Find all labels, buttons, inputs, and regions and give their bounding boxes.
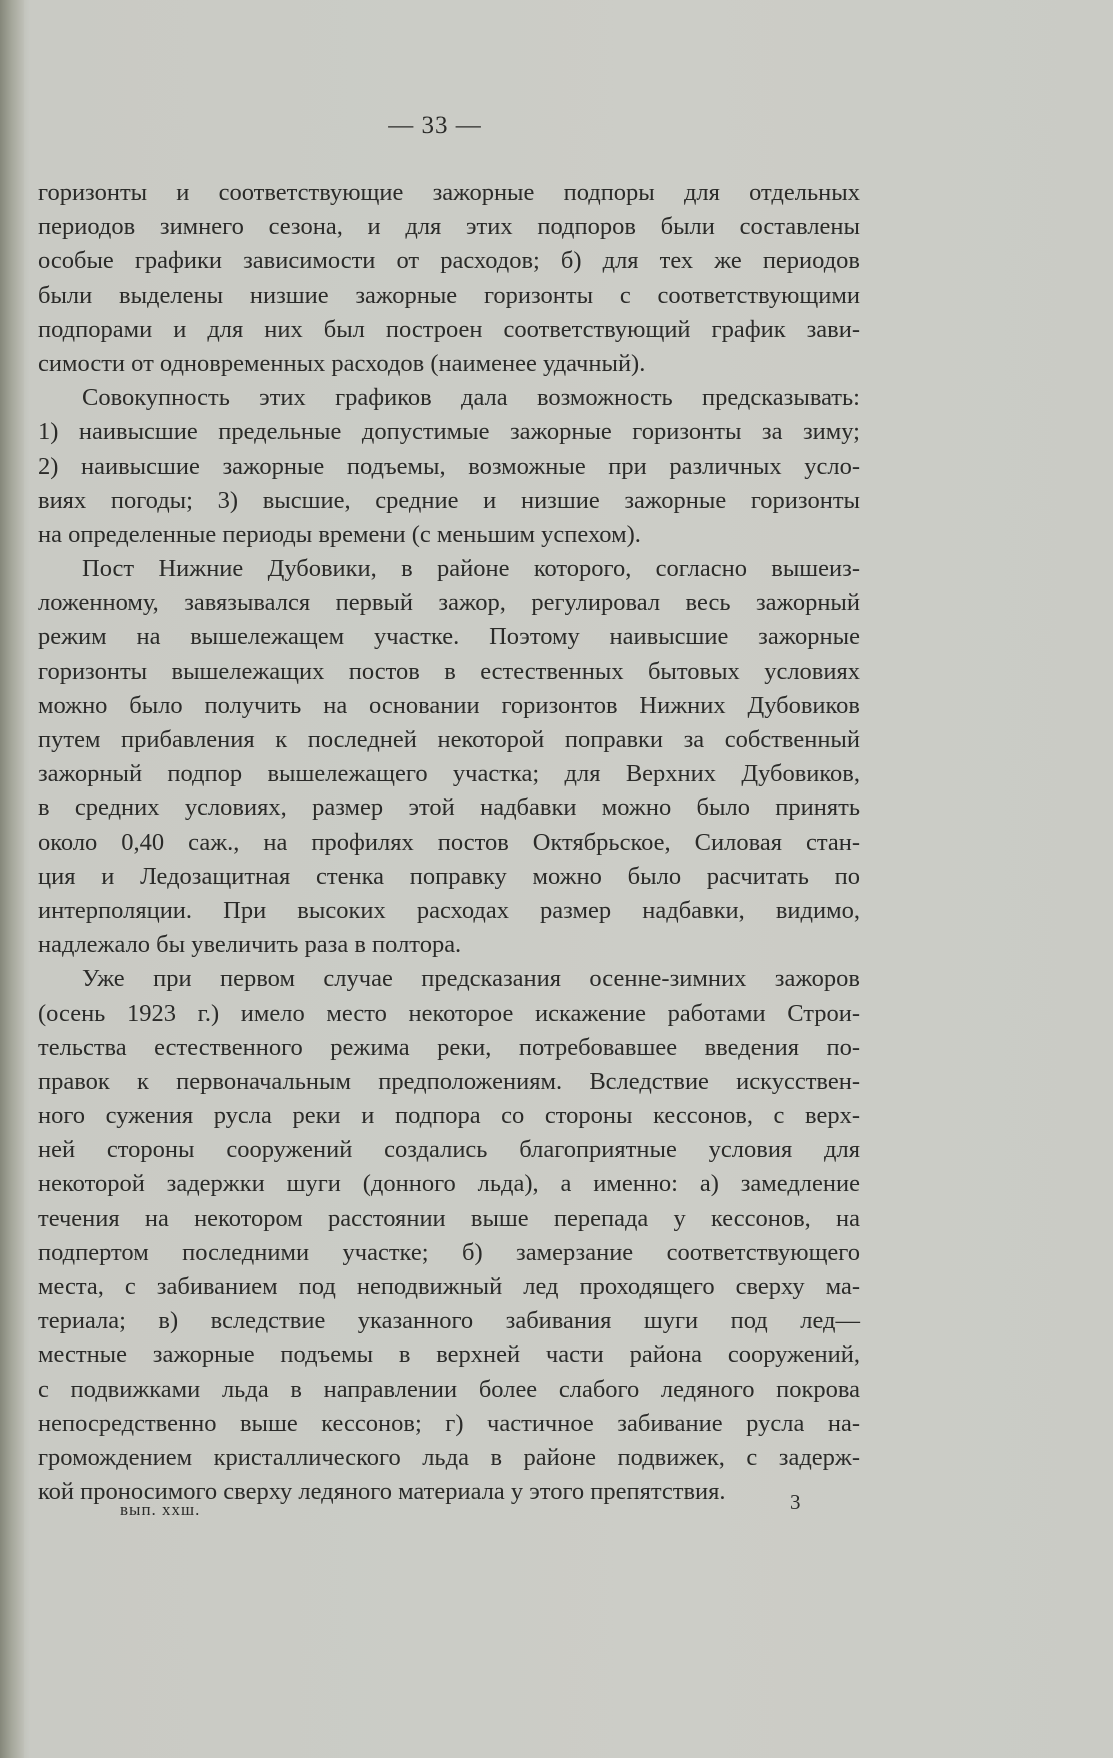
- paragraph: [38, 962, 860, 1509]
- text-line: были выделены низшие зажорные горизонты с соответствующими: [38, 281, 860, 309]
- text-line: симости от одновременных расходов (наименее удачный).: [38, 349, 646, 377]
- text-line: особые графики зависимости от расходов; б) для тех же периодов: [38, 247, 860, 275]
- text-line: места, с забиванием под неподвижный лед проходящего сверху ма-: [38, 1273, 860, 1300]
- paragraph: [38, 552, 860, 962]
- text-line: зажорный подпор вышележащего участка; для Верхних Дубовиков,: [38, 760, 860, 788]
- text-line: виях погоды; 3) высшие, средние и низшие зажорные горизонты: [38, 486, 860, 514]
- text-line: 2) наивысшие зажорные подъемы, возможные при различных усло-: [38, 452, 860, 480]
- text-line: Совокупность этих графиков дала возможность предсказывать:: [82, 384, 860, 412]
- text-line: на определенные периоды времени (с меньшим успехом).: [38, 520, 641, 548]
- text-line: горизонты и соответствующие зажорные подпоры для отдельных: [38, 179, 860, 206]
- text-line: надлежало бы увеличить раза в полтора.: [38, 931, 462, 959]
- text-line: ного сужения русла реки и подпора со стороны кессонов, с верх-: [38, 1102, 860, 1130]
- text-line: местные зажорные подъемы в верхней части района сооружений,: [38, 1341, 860, 1369]
- text-line: Уже при первом случае предсказания осенне-зимних зажоров: [82, 965, 860, 993]
- body-text: [38, 176, 860, 1509]
- paragraph: [38, 176, 860, 381]
- text-line: подпертом последними участке; б) замерзание соответствующего: [38, 1238, 860, 1266]
- text-line: режим на вышележащем участке. Поэтому наивысшие зажорные: [38, 623, 860, 651]
- text-line: кой проносимого сверху ледяного материала у этого препятствия.: [38, 1478, 726, 1506]
- text-line: Пост Нижние Дубовики, в районе которого, согласно вышеиз-: [82, 555, 860, 583]
- text-line: 1) наивысшие предельные допустимые зажорные горизонты за зиму;: [38, 418, 860, 446]
- text-line: некоторой задержки шуги (донного льда), а именно: а) замедление: [38, 1170, 860, 1198]
- text-line: путем прибавления к последней некоторой поправки за собственный: [38, 726, 860, 753]
- text-line: в средних условиях, размер этой надбавки можно было принять: [38, 794, 860, 822]
- text-line: териала; в) вследствие указанного забивания шуги под лед—: [38, 1307, 860, 1335]
- text-line: с подвижками льда в направлении более слабого ледяного покрова: [38, 1375, 860, 1403]
- text-line: тельства естественного режима реки, потребовавшее введения по-: [38, 1033, 860, 1061]
- paragraph: [38, 381, 860, 552]
- page-binding-edge: [0, 0, 24, 1758]
- text-line: непосредственно выше кессонов; г) частичное забивание русла на-: [38, 1409, 860, 1437]
- text-line: интерполяции. При высоких расходах размер надбавки, видимо,: [38, 896, 860, 924]
- text-line: (осень 1923 г.) имело место некоторое искажение работами Строи-: [38, 999, 860, 1027]
- page-number-header: — 33 —: [388, 112, 482, 139]
- text-line: горизонты вышележащих постов в естественных бытовых условиях: [38, 657, 860, 685]
- text-line: периодов зимнего сезона, и для этих подпоров были составлены: [38, 213, 860, 241]
- text-line: подпорами и для них был построен соответствующий график зави-: [38, 315, 860, 343]
- text-line: громождением кристаллического льда в районе подвижек, с задерж-: [38, 1443, 860, 1471]
- sheet-number: 3: [790, 1490, 801, 1514]
- text-line: правок к первоначальным предположениям. Вследствие искусствен-: [38, 1067, 860, 1095]
- text-line: ней стороны сооружений создались благоприятные условия для: [38, 1136, 860, 1164]
- text-line: ложенному, завязывался первый зажор, регулировал весь зажорный: [38, 589, 860, 617]
- text-line: около 0,40 саж., на профилях постов Октябрьское, Силовая стан-: [38, 828, 860, 856]
- signature-mark: вып. xxш.: [120, 1500, 201, 1519]
- text-line: течения на некотором расстоянии выше перепада у кессонов, на: [38, 1204, 860, 1232]
- text-line: можно было получить на основании горизонтов Нижних Дубовиков: [38, 691, 860, 719]
- text-line: ция и Ледозащитная стенка поправку можно было расчитать по: [38, 862, 860, 890]
